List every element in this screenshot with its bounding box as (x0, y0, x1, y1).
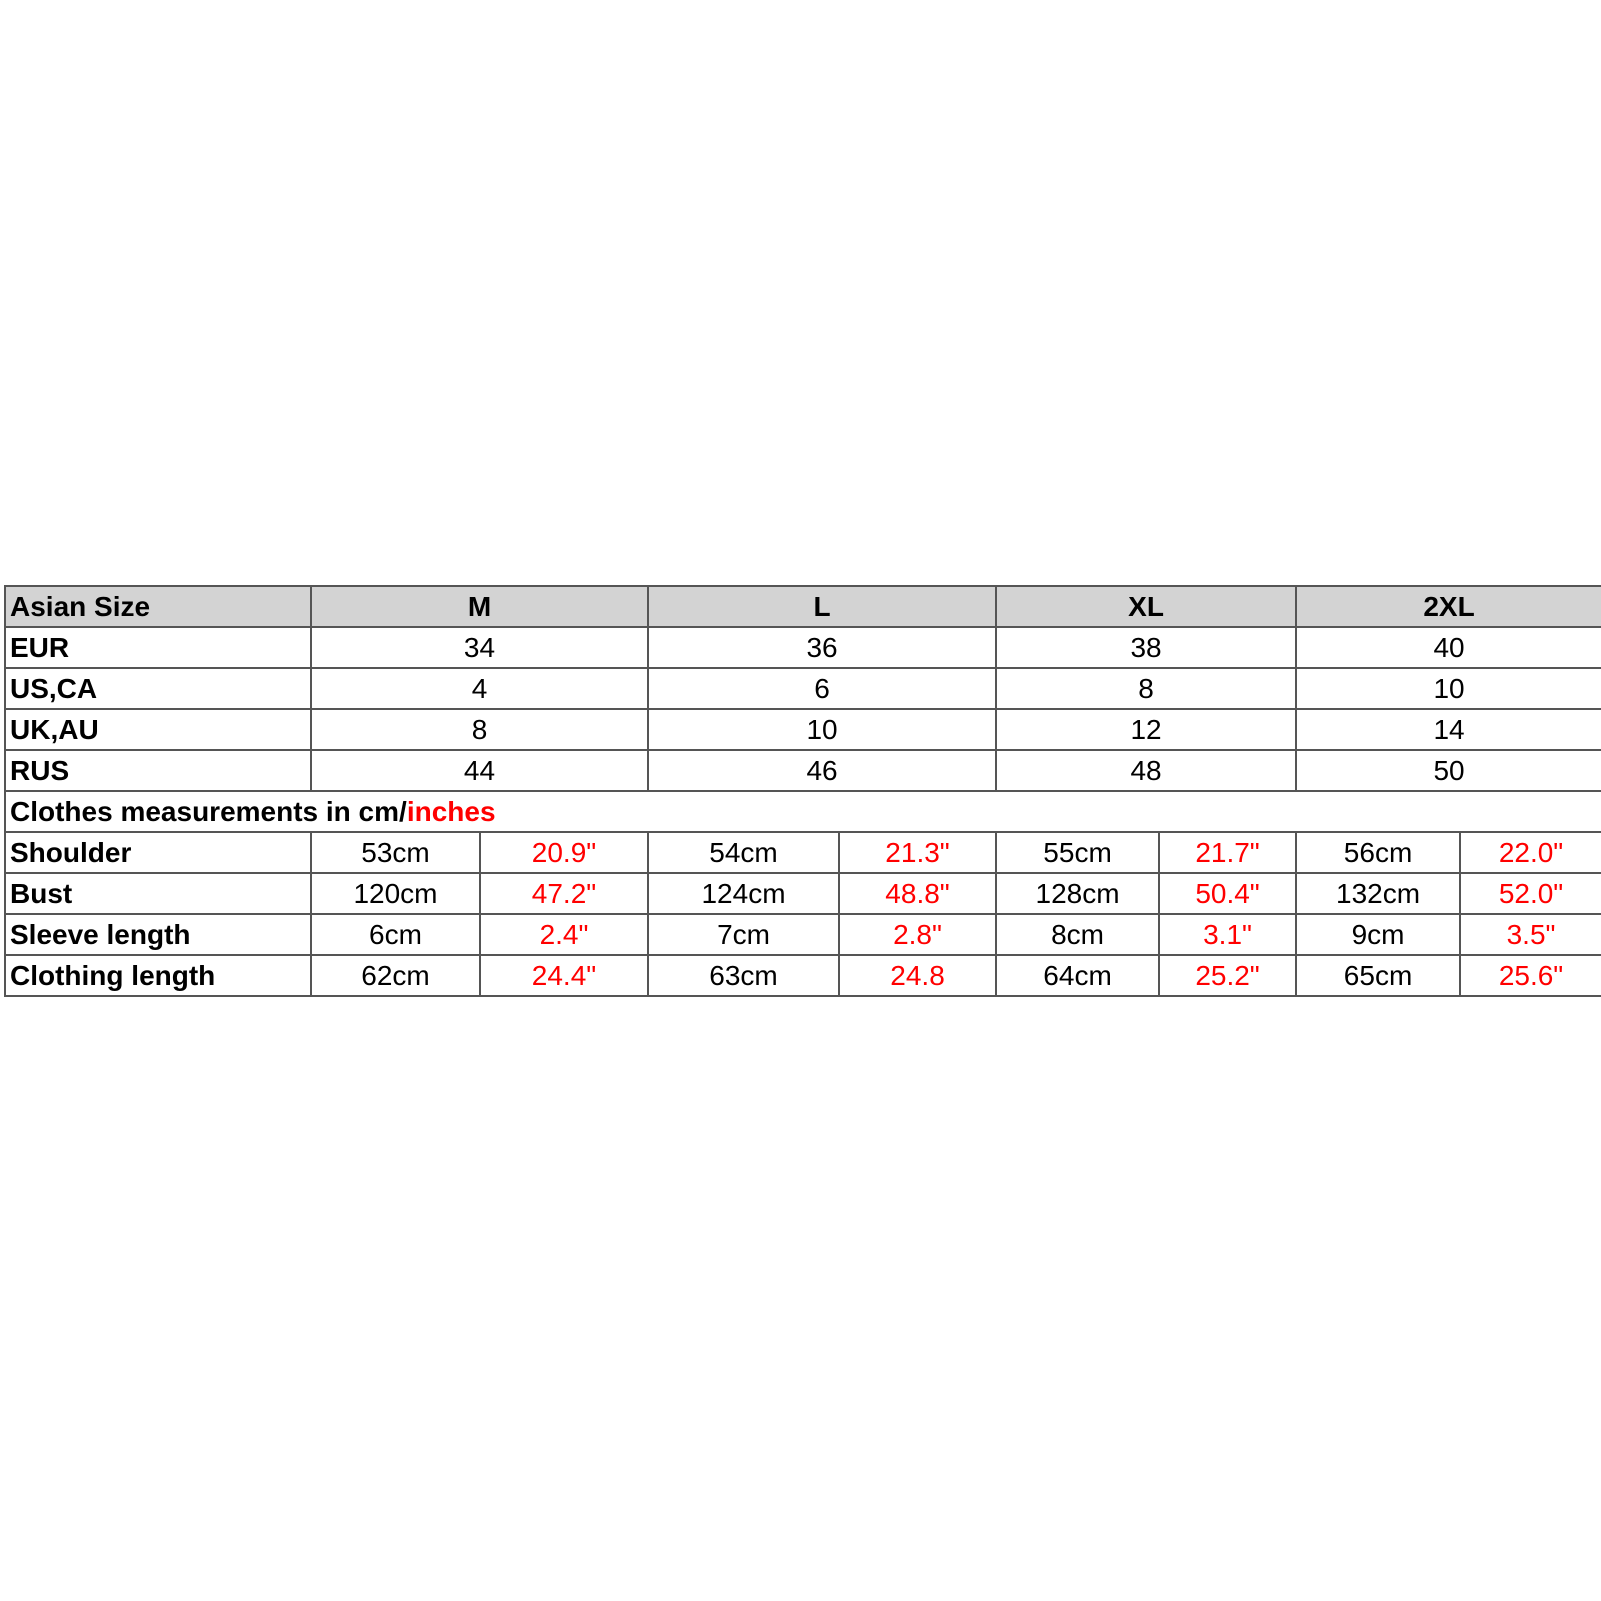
size-chart-table (4, 585, 1601, 997)
cm-value: 120cm (311, 873, 480, 914)
cm-value: 8cm (996, 914, 1159, 955)
measurements-title-prefix: Clothes measurements in cm/ (10, 796, 407, 827)
inch-value: 25.2" (1159, 955, 1296, 996)
size-value: 50 (1296, 750, 1601, 791)
inch-value: 20.9" (480, 832, 648, 873)
cm-value: 7cm (648, 914, 839, 955)
inch-value: 47.2" (480, 873, 648, 914)
row-label: Shoulder (5, 832, 311, 873)
size-value: 10 (648, 709, 996, 750)
size-header-l: L (648, 586, 996, 627)
cm-value: 56cm (1296, 832, 1460, 873)
row-label: Bust (5, 873, 311, 914)
inch-value: 25.6" (1460, 955, 1601, 996)
cm-value: 63cm (648, 955, 839, 996)
size-value: 8 (311, 709, 648, 750)
asian-size-label: Asian Size (5, 586, 311, 627)
size-value: 4 (311, 668, 648, 709)
inch-value: 50.4" (1159, 873, 1296, 914)
measurements-title-row (5, 791, 1601, 832)
cm-value: 65cm (1296, 955, 1460, 996)
measure-row-bust (5, 873, 1601, 914)
cm-value: 55cm (996, 832, 1159, 873)
size-row-rus (5, 750, 1601, 791)
inch-value: 24.8 (839, 955, 996, 996)
measurements-title (5, 791, 1601, 832)
cm-value: 132cm (1296, 873, 1460, 914)
size-header-m: M (311, 586, 648, 627)
size-value: 12 (996, 709, 1296, 750)
size-value: 44 (311, 750, 648, 791)
row-label: UK,AU (5, 709, 311, 750)
inch-value: 48.8" (839, 873, 996, 914)
cm-value: 9cm (1296, 914, 1460, 955)
size-value: 10 (1296, 668, 1601, 709)
size-value: 34 (311, 627, 648, 668)
size-value: 8 (996, 668, 1296, 709)
inch-value: 21.7" (1159, 832, 1296, 873)
size-header-xl: XL (996, 586, 1296, 627)
inch-value: 2.8" (839, 914, 996, 955)
size-value: 46 (648, 750, 996, 791)
size-value: 36 (648, 627, 996, 668)
measure-row-sleeve-length (5, 914, 1601, 955)
size-value: 14 (1296, 709, 1601, 750)
size-header-2xl: 2XL (1296, 586, 1601, 627)
size-value: 38 (996, 627, 1296, 668)
size-row-us-ca (5, 668, 1601, 709)
measurements-title-inches: inches (406, 796, 496, 827)
size-value: 40 (1296, 627, 1601, 668)
row-label: RUS (5, 750, 311, 791)
cm-value: 54cm (648, 832, 839, 873)
cm-value: 124cm (648, 873, 839, 914)
inch-value: 3.5" (1460, 914, 1601, 955)
inch-value: 24.4" (480, 955, 648, 996)
size-row-eur (5, 627, 1601, 668)
cm-value: 128cm (996, 873, 1159, 914)
cm-value: 62cm (311, 955, 480, 996)
cm-value: 64cm (996, 955, 1159, 996)
size-value: 6 (648, 668, 996, 709)
inch-value: 3.1" (1159, 914, 1296, 955)
inch-value: 22.0" (1460, 832, 1601, 873)
inch-value: 52.0" (1460, 873, 1601, 914)
row-label: US,CA (5, 668, 311, 709)
header-row (5, 586, 1601, 627)
row-label: Clothing length (5, 955, 311, 996)
size-value: 48 (996, 750, 1296, 791)
inch-value: 21.3" (839, 832, 996, 873)
cm-value: 53cm (311, 832, 480, 873)
cm-value: 6cm (311, 914, 480, 955)
row-label: EUR (5, 627, 311, 668)
size-row-uk-au (5, 709, 1601, 750)
measure-row-shoulder (5, 832, 1601, 873)
row-label: Sleeve length (5, 914, 311, 955)
inch-value: 2.4" (480, 914, 648, 955)
measure-row-clothing-length (5, 955, 1601, 996)
